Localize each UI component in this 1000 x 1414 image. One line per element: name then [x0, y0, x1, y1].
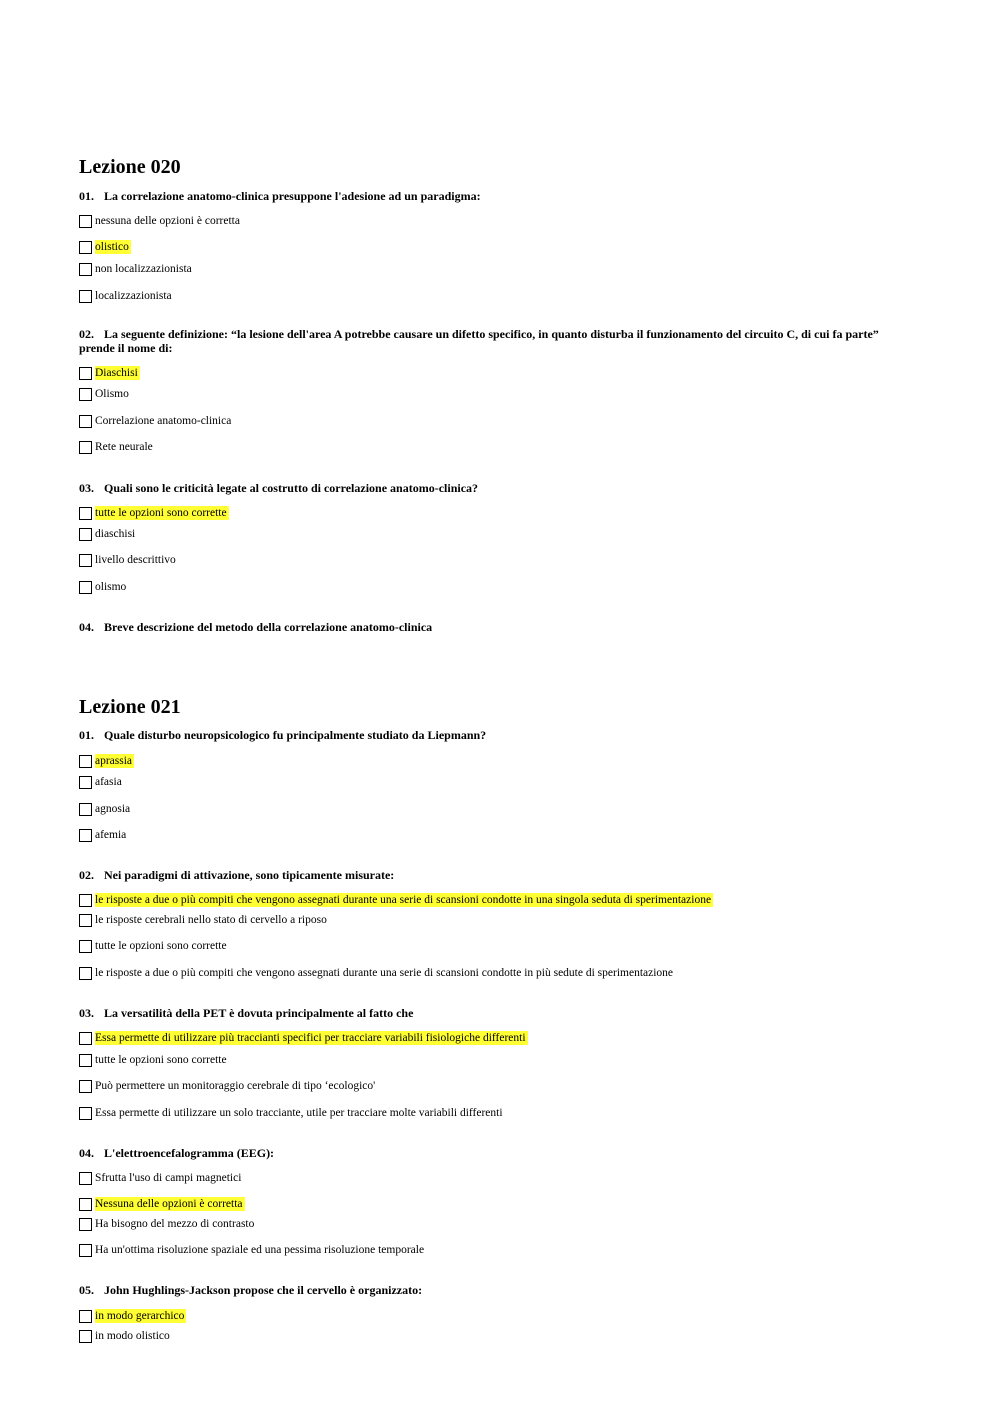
option-text: in modo gerarchico: [95, 1310, 185, 1322]
option-text: nessuna delle opzioni è corretta: [95, 215, 240, 227]
option-text: Olismo: [95, 388, 129, 400]
option-text: le risposte a due o più compiti che vengono assegnati durante una serie di scansioni condotte in più sedute di sperimentazione: [95, 967, 674, 979]
checkbox[interactable]: [79, 1310, 92, 1323]
question: [79, 481, 909, 495]
option-text: le risposte a due o più compiti che vengono assegnati durante una serie di scansioni condotte in una singola seduta di sperimentazione: [95, 894, 712, 906]
option-text: livello descrittivo: [95, 554, 176, 566]
question-number: 04.: [79, 620, 94, 634]
answer-option[interactable]: [79, 774, 124, 790]
question-text: Quali sono le criticità legate al costrutto di correlazione anatomo-clinica?: [104, 481, 479, 495]
question-text: Quale disturbo neuropsicologico fu principalmente studiato da Liepmann?: [104, 728, 487, 742]
option-text: olistico: [95, 241, 129, 253]
question-text: L'elettroencefalogramma (EEG):: [104, 1146, 275, 1160]
question: [79, 189, 909, 203]
option-text: aprassia: [95, 755, 133, 767]
checkbox[interactable]: [79, 776, 92, 789]
option-text: tutte le opzioni sono corrette: [95, 940, 227, 952]
lesson-title: Lezione 021: [79, 696, 181, 718]
option-text: non localizzazionista: [95, 263, 192, 275]
question-number: 03.: [79, 1006, 94, 1020]
checkbox[interactable]: [79, 940, 92, 953]
answer-option[interactable]: [79, 1105, 505, 1121]
question: [79, 1006, 909, 1020]
answer-option[interactable]: [79, 239, 131, 255]
option-text: Nessuna delle opzioni è corretta: [95, 1198, 243, 1210]
question-text: La versatilità della PET è dovuta principalmente al fatto che: [104, 1006, 414, 1020]
checkbox[interactable]: [79, 894, 92, 907]
checkbox[interactable]: [79, 441, 92, 454]
checkbox[interactable]: [79, 829, 92, 842]
checkbox[interactable]: [79, 507, 92, 520]
checkbox[interactable]: [79, 290, 92, 303]
answer-option[interactable]: [79, 213, 242, 229]
answer-option[interactable]: [79, 579, 128, 595]
answer-option[interactable]: [79, 965, 675, 981]
answer-option[interactable]: [79, 526, 137, 542]
option-text: Sfrutta l'uso di campi magnetici: [95, 1172, 242, 1184]
question: [79, 1283, 909, 1297]
option-text: Essa permette di utilizzare un solo tracciante, utile per tracciare molte variabili differenti: [95, 1107, 503, 1119]
answer-option[interactable]: [79, 288, 174, 304]
answer-option[interactable]: [79, 827, 128, 843]
answer-option[interactable]: [79, 552, 178, 568]
question: [79, 327, 909, 355]
answer-option[interactable]: [79, 365, 140, 381]
option-text: Ha un'ottima risoluzione spaziale ed una pessima risoluzione temporale: [95, 1244, 425, 1256]
answer-option[interactable]: [79, 753, 134, 769]
option-text: diaschisi: [95, 528, 136, 540]
lesson-title: Lezione 020: [79, 156, 181, 178]
option-text: Ha bisogno del mezzo di contrasto: [95, 1218, 255, 1230]
question-number: 01.: [79, 189, 94, 203]
checkbox[interactable]: [79, 241, 92, 254]
question: [79, 728, 909, 742]
answer-option[interactable]: [79, 261, 194, 277]
question-text: La seguente definizione: “la lesione dell'area A potrebbe causare un difetto specifico, in quanto disturba il funzionamento del circuito C, di cui fa parte” prende il nome di:: [79, 327, 879, 355]
checkbox[interactable]: [79, 215, 92, 228]
checkbox[interactable]: [79, 1080, 92, 1093]
checkbox[interactable]: [79, 528, 92, 541]
option-text: Essa permette di utilizzare più traccianti specifici per tracciare variabili fisiologiche differenti: [95, 1032, 526, 1044]
checkbox[interactable]: [79, 1198, 92, 1211]
option-text: tutte le opzioni sono corrette: [95, 1054, 227, 1066]
answer-option[interactable]: [79, 439, 155, 455]
answer-option[interactable]: [79, 938, 229, 954]
question: [79, 620, 909, 634]
checkbox[interactable]: [79, 1172, 92, 1185]
checkbox[interactable]: [79, 914, 92, 927]
checkbox[interactable]: [79, 967, 92, 980]
option-text: Diaschisi: [95, 367, 138, 379]
checkbox[interactable]: [79, 803, 92, 816]
answer-option[interactable]: [79, 1170, 243, 1186]
question-number: 05.: [79, 1283, 94, 1297]
answer-option[interactable]: [79, 1216, 256, 1232]
question-text: John Hughlings-Jackson propose che il cervello è organizzato:: [104, 1283, 423, 1297]
option-text: agnosia: [95, 803, 131, 815]
answer-option[interactable]: [79, 801, 132, 817]
checkbox[interactable]: [79, 415, 92, 428]
checkbox[interactable]: [79, 1330, 92, 1343]
answer-option[interactable]: [79, 1030, 528, 1046]
option-text: afemia: [95, 829, 127, 841]
answer-option[interactable]: [79, 892, 713, 908]
option-text: Può permettere un monitoraggio cerebrale di tipo ‘ecologico': [95, 1080, 376, 1092]
answer-option[interactable]: [79, 386, 131, 402]
option-text: afasia: [95, 776, 122, 788]
checkbox[interactable]: [79, 1244, 92, 1257]
option-text: tutte le opzioni sono corrette: [95, 507, 227, 519]
question-number: 01.: [79, 728, 94, 742]
checkbox[interactable]: [79, 554, 92, 567]
answer-option[interactable]: [79, 1196, 245, 1212]
option-text: in modo olistico: [95, 1330, 170, 1342]
checkbox[interactable]: [79, 1218, 92, 1231]
checkbox[interactable]: [79, 1032, 92, 1045]
question: [79, 1146, 909, 1160]
answer-option[interactable]: [79, 1078, 377, 1094]
question-number: 02.: [79, 327, 94, 341]
question: [79, 868, 909, 882]
answer-option[interactable]: [79, 1328, 172, 1344]
answer-option[interactable]: [79, 413, 233, 429]
answer-option[interactable]: [79, 505, 229, 521]
question-number: 03.: [79, 481, 94, 495]
answer-option[interactable]: [79, 1308, 186, 1324]
answer-option[interactable]: [79, 912, 329, 928]
option-text: localizzazionista: [95, 290, 172, 302]
option-text: Correlazione anatomo-clinica: [95, 415, 232, 427]
question-number: 04.: [79, 1146, 94, 1160]
question-text: Nei paradigmi di attivazione, sono tipicamente misurate:: [104, 868, 395, 882]
checkbox[interactable]: [79, 581, 92, 594]
checkbox[interactable]: [79, 1054, 92, 1067]
checkbox[interactable]: [79, 1107, 92, 1120]
checkbox[interactable]: [79, 367, 92, 380]
answer-option[interactable]: [79, 1242, 426, 1258]
question-number: 02.: [79, 868, 94, 882]
question-text: Breve descrizione del metodo della correlazione anatomo-clinica: [104, 620, 433, 634]
option-text: Rete neurale: [95, 441, 153, 453]
question-text: La correlazione anatomo-clinica presuppone l'adesione ad un paradigma:: [104, 189, 481, 203]
option-text: le risposte cerebrali nello stato di cervello a riposo: [95, 914, 327, 926]
option-text: olismo: [95, 581, 127, 593]
checkbox[interactable]: [79, 755, 92, 768]
answer-option[interactable]: [79, 1052, 229, 1068]
checkbox[interactable]: [79, 263, 92, 276]
checkbox[interactable]: [79, 388, 92, 401]
